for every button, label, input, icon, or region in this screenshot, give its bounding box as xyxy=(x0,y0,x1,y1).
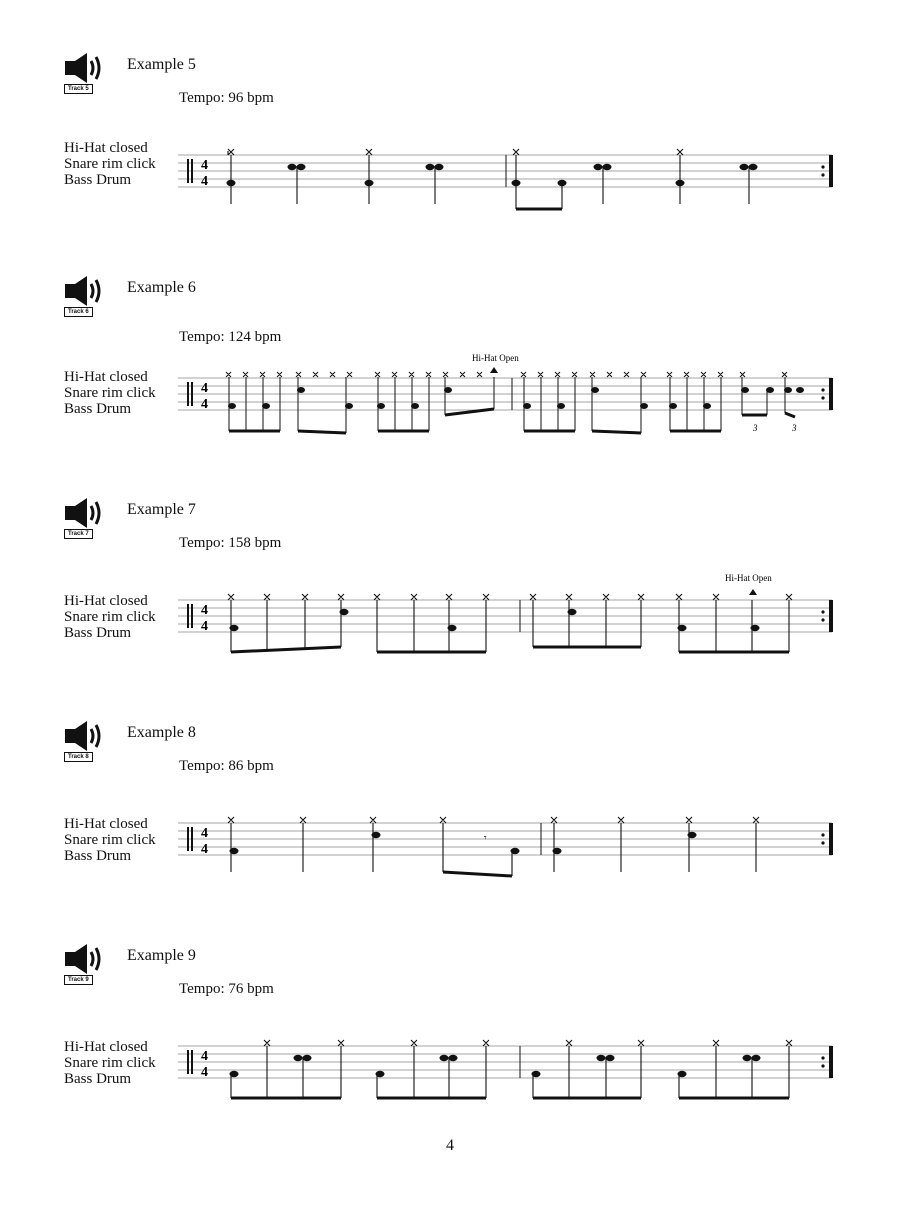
label-hihat-closed: Hi-Hat closed xyxy=(64,816,148,832)
time-signature-bottom: 4 xyxy=(201,619,208,634)
time-signature-top: 4 xyxy=(201,1049,208,1064)
label-hihat-closed: Hi-Hat closed xyxy=(64,140,148,156)
label-snare-rim-click: Snare rim click xyxy=(64,832,156,848)
track-label[interactable]: Track 9 xyxy=(64,975,93,985)
label-hihat-closed: Hi-Hat closed xyxy=(64,369,148,385)
svg-text:𝄾: 𝄾 xyxy=(484,833,487,844)
drum-staff xyxy=(0,790,900,890)
time-signature-top: 4 xyxy=(201,603,208,618)
hihat-open-annotation: Hi-Hat Open xyxy=(725,573,772,583)
example-title: Example 8 xyxy=(127,724,196,741)
svg-text:3: 3 xyxy=(792,423,797,433)
time-signature-top: 4 xyxy=(201,158,208,173)
hihat-open-annotation: Hi-Hat Open xyxy=(472,353,519,363)
label-bass-drum: Bass Drum xyxy=(64,401,132,417)
label-bass-drum: Bass Drum xyxy=(64,625,132,641)
page-number: 4 xyxy=(446,1137,454,1154)
tempo-marking: Tempo: 86 bpm xyxy=(179,758,274,774)
time-signature-bottom: 4 xyxy=(201,397,208,412)
label-hihat-closed: Hi-Hat closed xyxy=(64,593,148,609)
drum-staff xyxy=(0,567,900,667)
label-bass-drum: Bass Drum xyxy=(64,172,132,188)
tempo-marking: Tempo: 76 bpm xyxy=(179,981,274,997)
track-label[interactable]: Track 5 xyxy=(64,84,93,94)
label-snare-rim-click: Snare rim click xyxy=(64,385,156,401)
time-signature-bottom: 4 xyxy=(201,174,208,189)
tempo-marking: Tempo: 124 bpm xyxy=(179,329,282,345)
example-title: Example 7 xyxy=(127,501,196,518)
label-snare-rim-click: Snare rim click xyxy=(64,156,156,172)
label-bass-drum: Bass Drum xyxy=(64,848,132,864)
time-signature-bottom: 4 xyxy=(201,1065,208,1080)
drum-staff xyxy=(0,1013,900,1113)
time-signature-top: 4 xyxy=(201,826,208,841)
example-title: Example 6 xyxy=(127,279,196,296)
drum-staff xyxy=(0,349,900,449)
track-label[interactable]: Track 8 xyxy=(64,752,93,762)
label-snare-rim-click: Snare rim click xyxy=(64,1055,156,1071)
label-hihat-closed: Hi-Hat closed xyxy=(64,1039,148,1055)
track-label[interactable]: Track 7 xyxy=(64,529,93,539)
example-title: Example 9 xyxy=(127,947,196,964)
track-label[interactable]: Track 6 xyxy=(64,307,93,317)
drum-staff xyxy=(0,122,900,222)
label-snare-rim-click: Snare rim click xyxy=(64,609,156,625)
label-bass-drum: Bass Drum xyxy=(64,1071,132,1087)
tempo-marking: Tempo: 96 bpm xyxy=(179,90,274,106)
time-signature-bottom: 4 xyxy=(201,842,208,857)
tempo-marking: Tempo: 158 bpm xyxy=(179,535,282,551)
example-title: Example 5 xyxy=(127,56,196,73)
time-signature-top: 4 xyxy=(201,381,208,396)
svg-text:3: 3 xyxy=(753,423,758,433)
